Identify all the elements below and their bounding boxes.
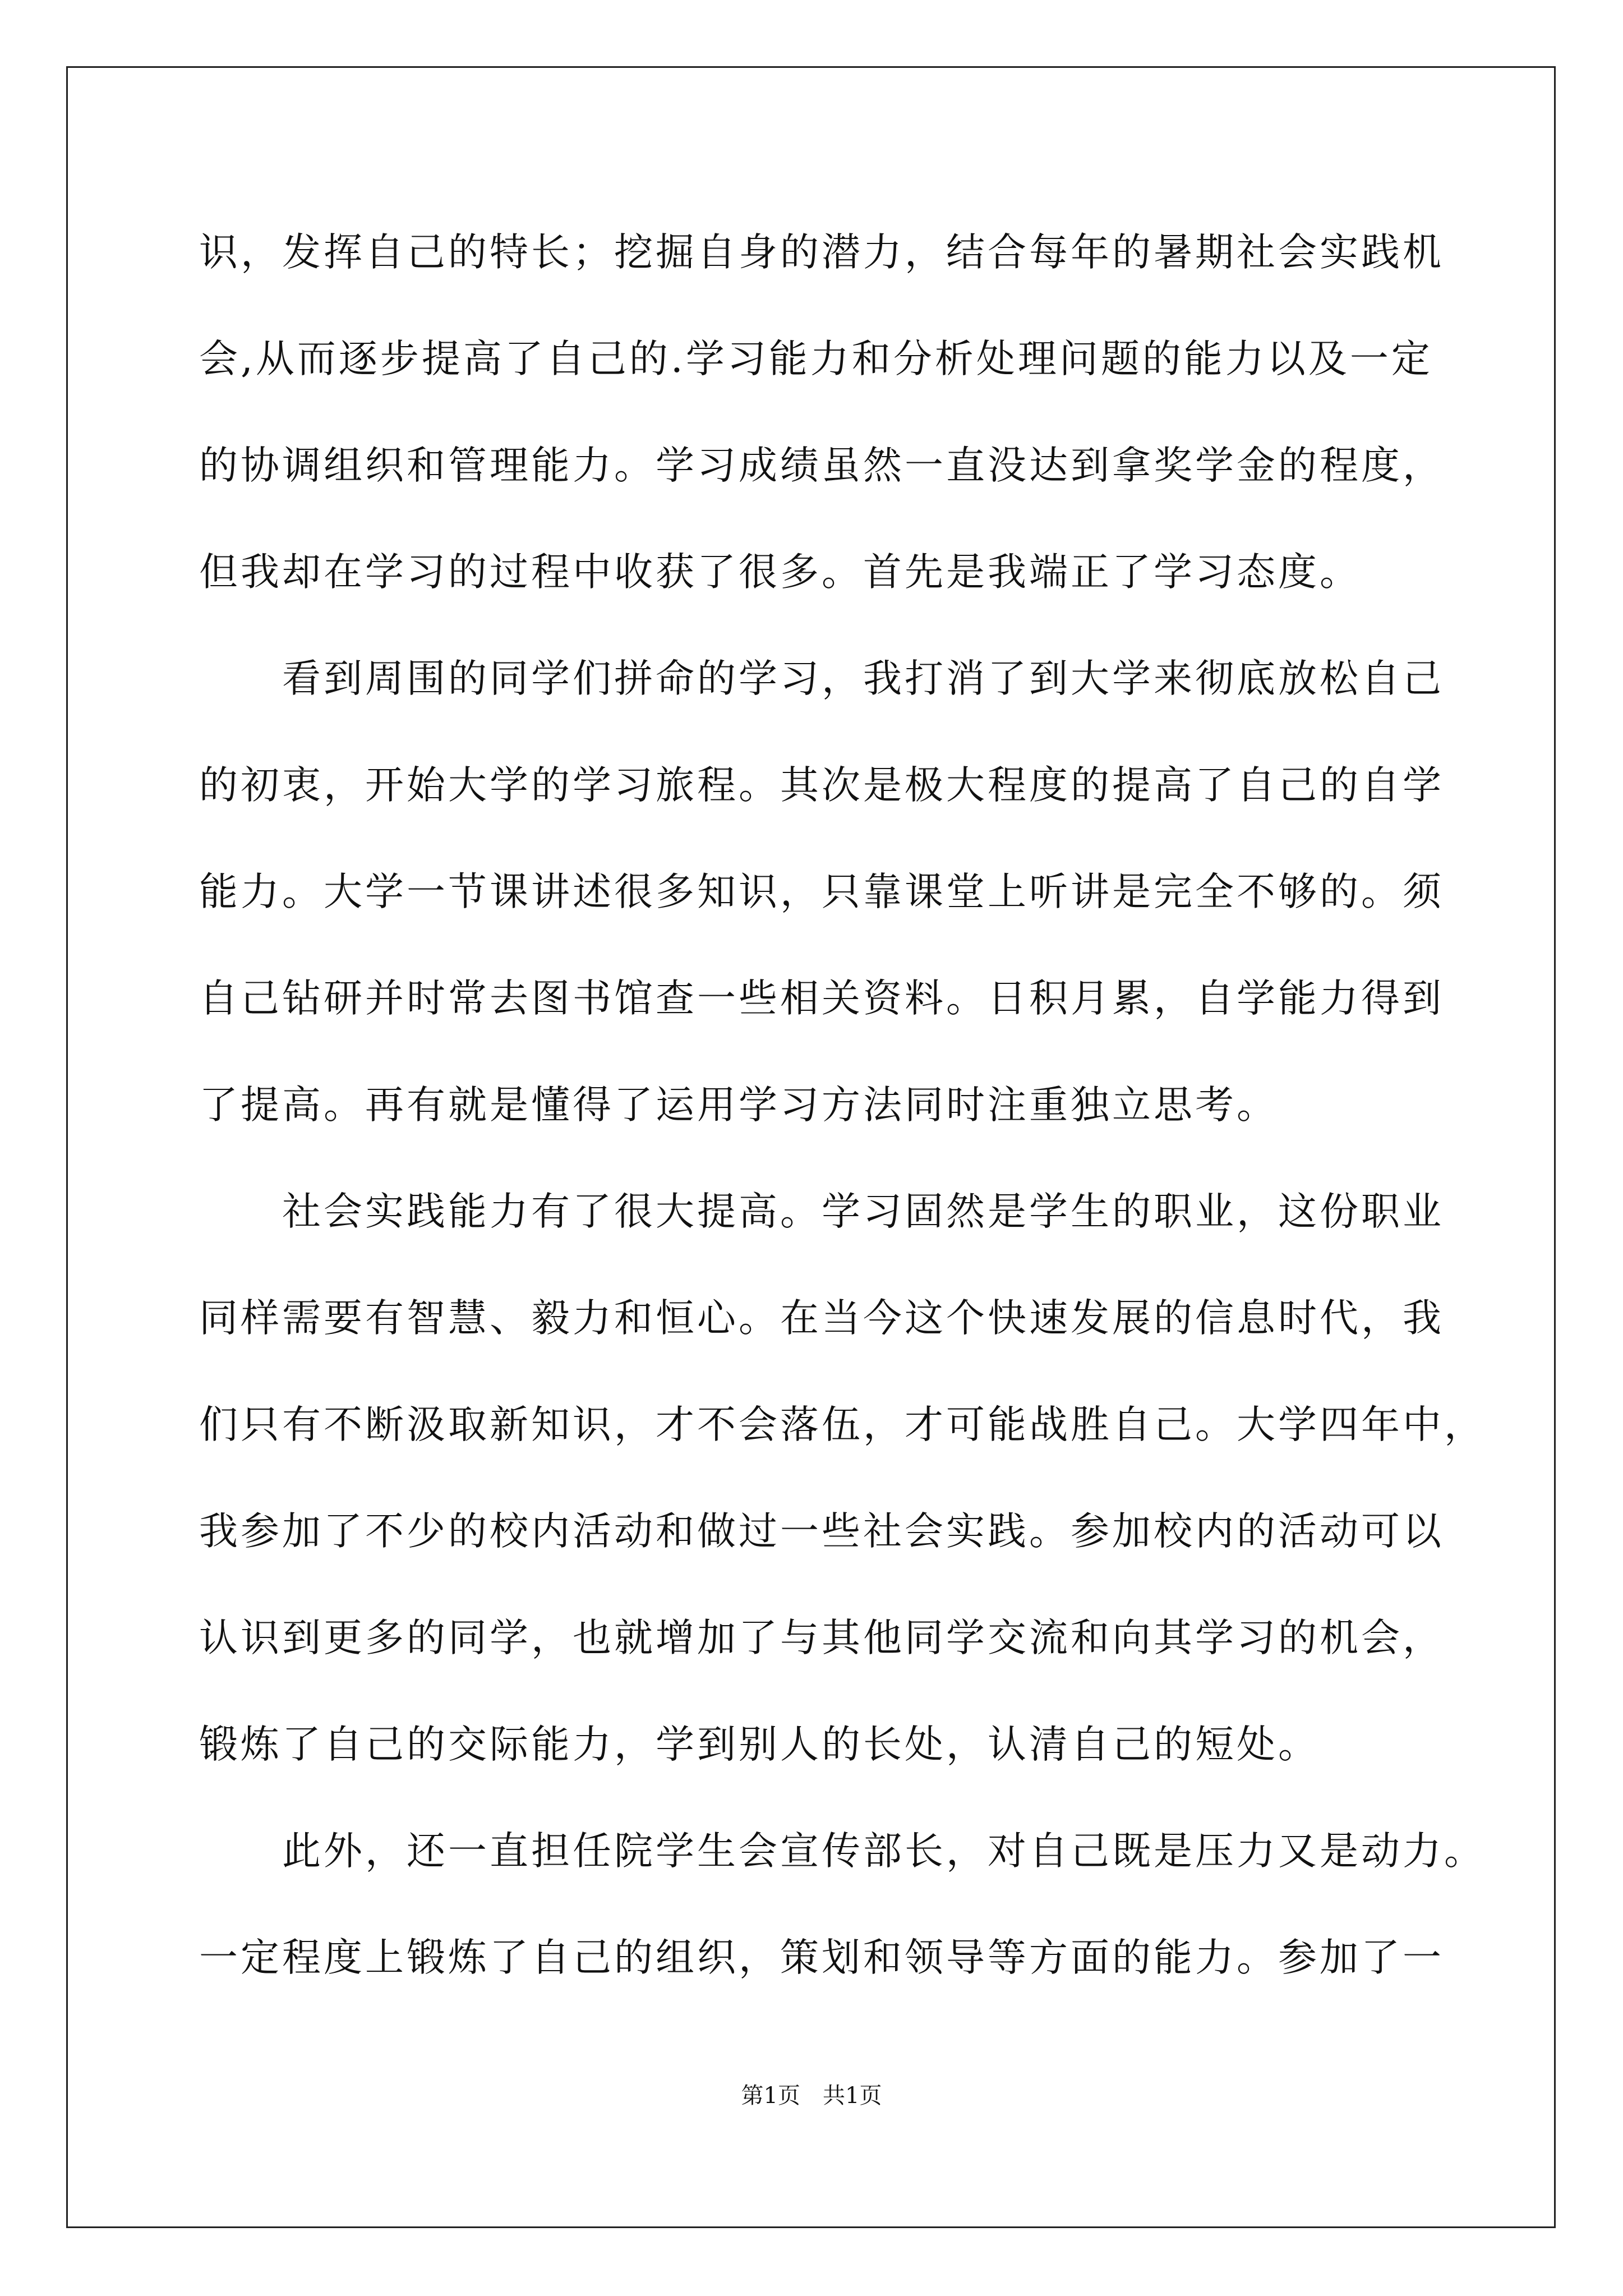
text-line: 社会实践能力有了很大提高。学习固然是学生的职业，这份职业 (282, 1189, 1444, 1234)
text-line: 但我却在学习的过程中收获了很多。首先是我端正了学习态度。 (199, 550, 1361, 595)
text-line: 同样需要有智慧、毅力和恒心。在当今这个快速发展的信息时代，我 (199, 1296, 1444, 1341)
text-line: 一定程度上锻炼了自己的组织，策划和领导等方面的能力。参加了一 (199, 1935, 1444, 1980)
text-line: 的初衷，开始大学的学习旅程。其次是极大程度的提高了自己的自学 (199, 763, 1444, 808)
page-number: 第1页 (741, 2083, 800, 2109)
text-line: 此外，还一直担任院学生会宣传部长，对自己既是压力又是动力。 (282, 1829, 1486, 1874)
text-line: 们只有不断汲取新知识，才不会落伍，才可能战胜自己。大学四年中， (199, 1402, 1486, 1447)
text-line: 了提高。再有就是懂得了运用学习方法同时注重独立思考。 (199, 1083, 1278, 1128)
text-line: 自己钻研并时常去图书馆查一些相关资料。日积月累，自学能力得到 (199, 976, 1444, 1021)
document-body (199, 199, 1486, 2011)
text-line: 能力。大学一节课讲述很多知识，只靠课堂上听讲是完全不够的。须 (199, 869, 1444, 914)
text-line: 认识到更多的同学，也就增加了与其他同学交流和向其学习的机会， (199, 1616, 1444, 1660)
page-total: 共1页 (823, 2083, 882, 2109)
text-line: 的协调组织和管理能力。学习成绩虽然一直没达到拿奖学金的程度， (199, 443, 1444, 488)
text-line: 会,从而逐步提高了自己的.学习能力和分析处理问题的能力以及一定 (199, 337, 1433, 381)
text-line: 看到周围的同学们拼命的学习，我打消了到大学来彻底放松自己 (282, 656, 1444, 701)
text-line: 识，发挥自己的特长；挖掘自身的潜力，结合每年的暑期社会实践机 (199, 230, 1444, 275)
text-line: 我参加了不少的校内活动和做过一些社会实践。参加校内的活动可以 (199, 1509, 1444, 1554)
page-footer (0, 2080, 1623, 2111)
text-line: 锻炼了自己的交际能力，学到别人的长处，认清自己的短处。 (199, 1722, 1320, 1767)
